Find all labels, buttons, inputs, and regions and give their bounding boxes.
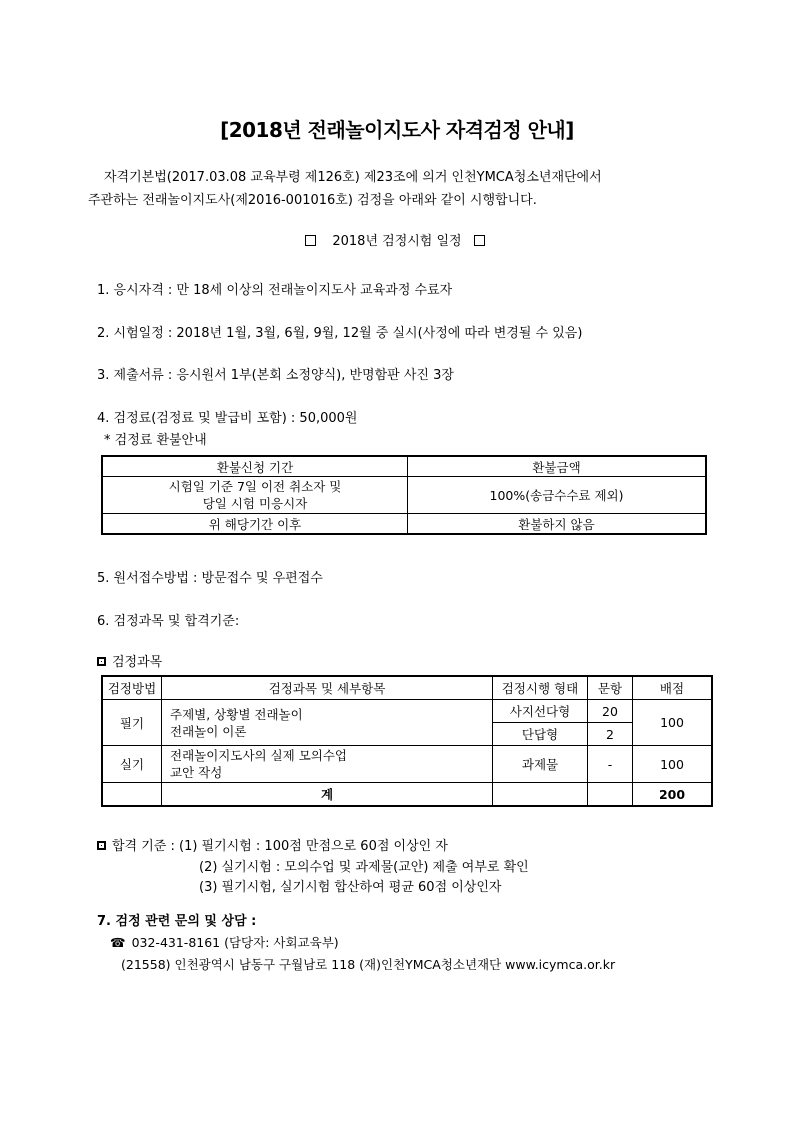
table-cell: 실기 bbox=[102, 746, 162, 783]
table-header-cell: 검정시행 형태 bbox=[493, 676, 588, 700]
intro-line-2: 주관하는 전래놀이지도사(제2016-001016호) 검정을 아래와 같이 시행합니다. bbox=[88, 193, 537, 208]
subjects-label-text: 검정과목 bbox=[112, 655, 163, 670]
refund-note: * 검정료 환불안내 bbox=[104, 433, 207, 448]
section-2: 2. 시험일정 : 2018년 1월, 3월, 6월, 9월, 12월 중 실시(사정에 따라 변경될 수 있음) bbox=[97, 326, 583, 341]
table-cell bbox=[162, 700, 493, 746]
schedule-heading-text: 2018년 검정시험 일정 bbox=[332, 234, 462, 249]
table-header-cell: 검정방법 bbox=[102, 676, 162, 700]
subject-line: 전래놀이 이론 bbox=[170, 723, 247, 739]
section-6: 6. 검정과목 및 합격기준: bbox=[97, 614, 240, 629]
table-row bbox=[102, 676, 712, 700]
table-cell: 위 해당기간 이후 bbox=[102, 514, 408, 535]
table-cell: 100 bbox=[633, 700, 713, 746]
subjects-label bbox=[97, 651, 162, 670]
table-row bbox=[102, 783, 712, 807]
table-total-score: 200 bbox=[633, 783, 713, 807]
contact-address: (21558) 인천광역시 남동구 구월남로 118 (재)인천YMCA청소년재단 www.icymca.or.kr bbox=[121, 957, 616, 972]
table-row bbox=[102, 456, 706, 477]
page-title: [2018년 전래놀이지도사 자격검정 안내] bbox=[220, 118, 574, 142]
square-bullet-icon bbox=[97, 657, 106, 666]
phone-icon: ☎ bbox=[110, 935, 126, 950]
table-cell: 사지선다형 bbox=[493, 700, 588, 723]
subject-line: 교안 작성 bbox=[170, 765, 223, 780]
table-cell: 환불하지 않음 bbox=[408, 514, 707, 535]
table-header-cell: 환불금액 bbox=[408, 456, 707, 477]
table-header-cell: 문항 bbox=[588, 676, 633, 700]
subject-line: 주제별, 상황별 전래놀이 bbox=[170, 706, 303, 722]
table-cell: 필기 bbox=[102, 700, 162, 746]
contact-phone bbox=[110, 933, 339, 951]
table-row bbox=[102, 700, 712, 723]
table-cell: 2 bbox=[588, 723, 633, 746]
square-bullet-icon bbox=[305, 235, 316, 246]
table-cell: 단답형 bbox=[493, 723, 588, 746]
subjects-table bbox=[101, 675, 713, 807]
table-cell bbox=[162, 746, 493, 783]
table-cell: 과제물 bbox=[493, 746, 588, 783]
table-row bbox=[102, 477, 706, 514]
refund-table bbox=[101, 455, 707, 535]
table-total-label: 계 bbox=[162, 783, 493, 807]
refund-period-line: 당일 시험 미응시자 bbox=[202, 496, 308, 511]
phone-text: 032-431-8161 (담당자: 사회교육부) bbox=[131, 935, 339, 950]
pass-criteria-text: 합격 기준 : (1) 필기시험 : 100점 만점으로 60점 이상인 자 bbox=[112, 839, 448, 854]
subject-line: 전래놀이지도사의 실제 모의수업 bbox=[170, 748, 347, 763]
section-1: 1. 응시자격 : 만 18세 이상의 전래놀이지도사 교육과정 수료자 bbox=[97, 283, 453, 298]
table-row bbox=[102, 746, 712, 783]
table-cell bbox=[493, 783, 588, 807]
table-cell bbox=[102, 477, 408, 514]
table-row bbox=[102, 514, 706, 535]
table-cell: 100%(송금수수료 제외) bbox=[408, 477, 707, 514]
pass-criteria-2: (2) 실기시험 : 모의수업 및 과제물(교안) 제출 여부로 확인 bbox=[199, 860, 529, 875]
refund-period-line: 시험일 기준 7일 이전 취소자 및 bbox=[168, 479, 342, 494]
square-bullet-icon bbox=[474, 235, 485, 246]
table-header-cell: 검정과목 및 세부항목 bbox=[162, 676, 493, 700]
table-cell bbox=[102, 783, 162, 807]
square-bullet-icon bbox=[97, 841, 106, 850]
pass-criteria-3: (3) 필기시험, 실기시험 합산하여 평균 60점 이상인자 bbox=[199, 880, 502, 895]
table-cell: 20 bbox=[588, 700, 633, 723]
schedule-heading bbox=[0, 230, 794, 249]
section-4: 4. 검정료(검정료 및 발급비 포함) : 50,000원 bbox=[97, 411, 358, 426]
table-cell: - bbox=[588, 746, 633, 783]
table-cell: 100 bbox=[633, 746, 713, 783]
section-7: 7. 검정 관련 문의 및 상담 : bbox=[97, 914, 257, 929]
pass-criteria-1 bbox=[97, 835, 448, 854]
table-header-cell: 배점 bbox=[633, 676, 713, 700]
section-3: 3. 제출서류 : 응시원서 1부(본회 소정양식), 반명함판 사진 3장 bbox=[97, 368, 454, 383]
table-cell bbox=[588, 783, 633, 807]
section-5: 5. 원서접수방법 : 방문접수 및 우편접수 bbox=[97, 571, 323, 586]
table-header-cell: 환불신청 기간 bbox=[102, 456, 408, 477]
intro-line-1: 자격기본법(2017.03.08 교육부령 제126호) 제23조에 의거 인천YMCA청소년재단에서 bbox=[104, 170, 602, 185]
